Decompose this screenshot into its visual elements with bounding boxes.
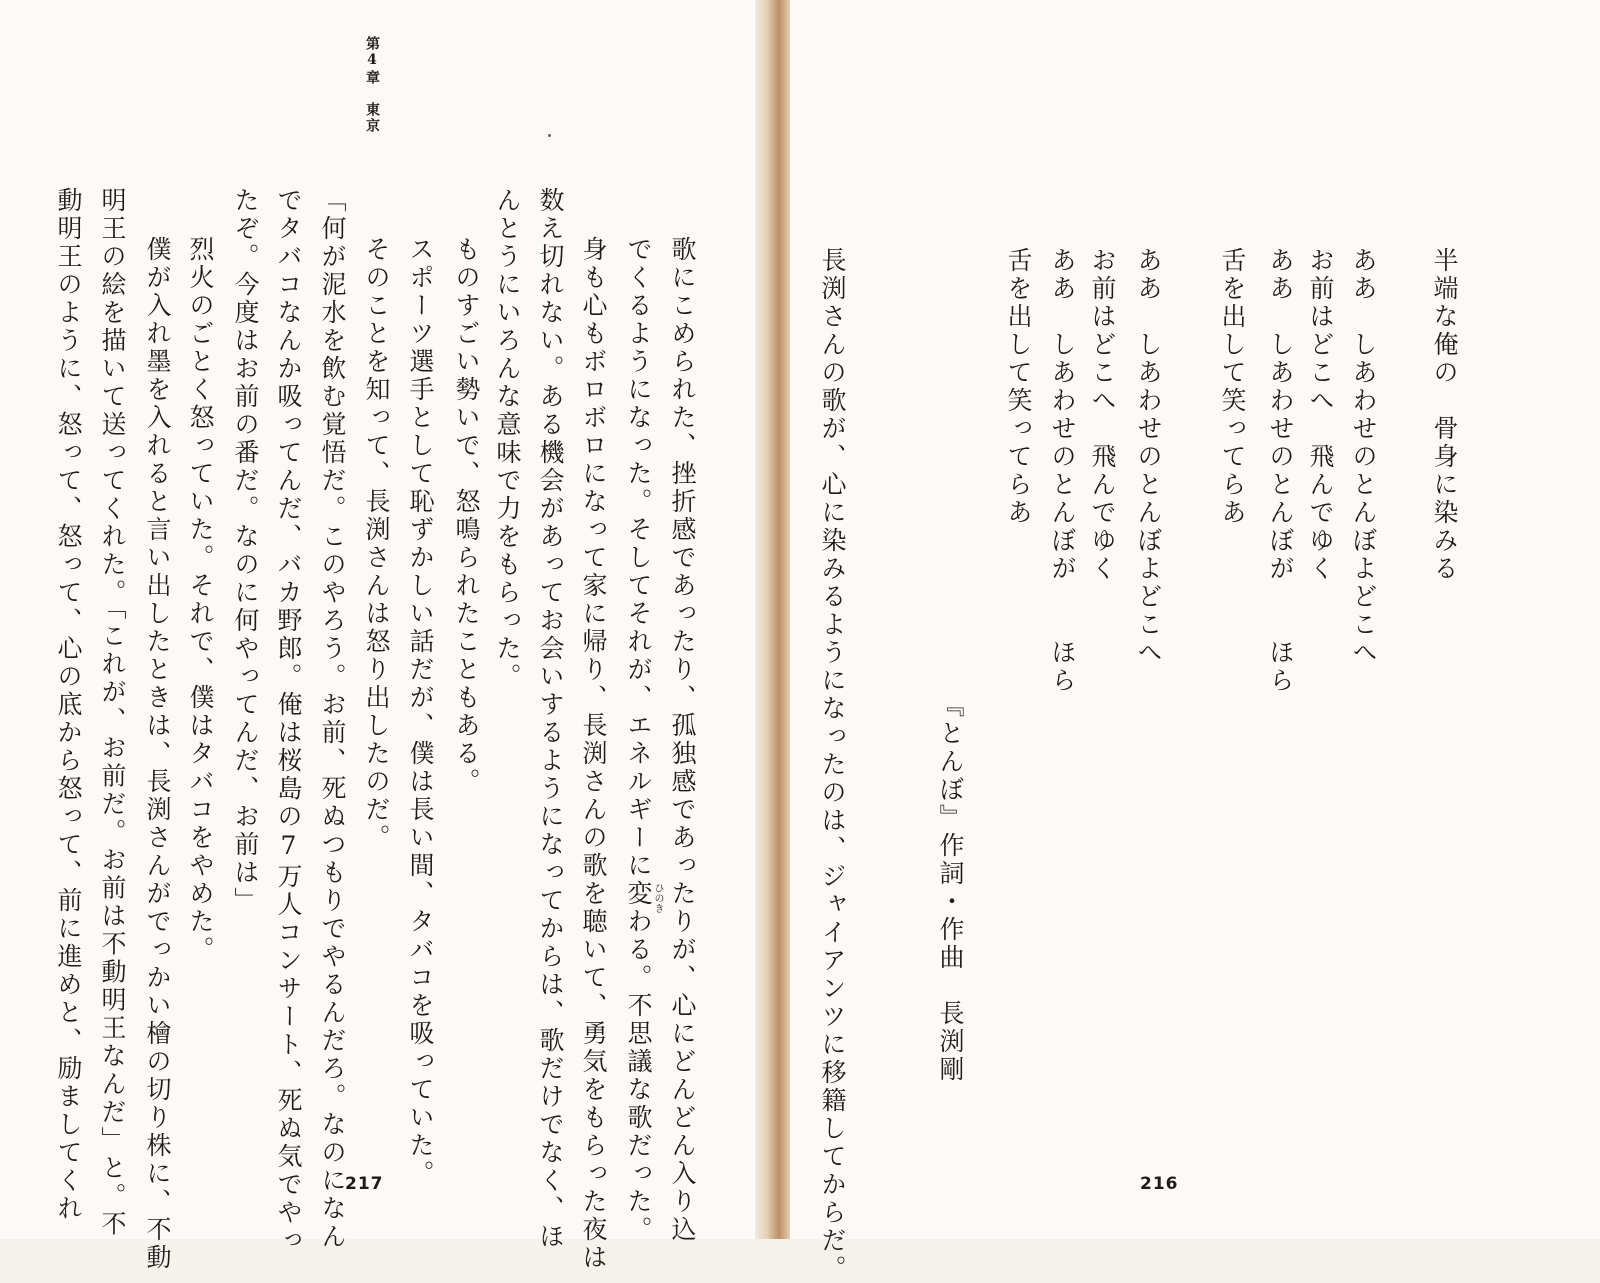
text-column: たぞ。今度はお前の番だ。なのに何やってんだ、お前は」 xyxy=(231,187,260,915)
lyric-line: ああ しあわせのとんぼよどこへ xyxy=(1349,247,1378,667)
text-column: でタバコなんか吸ってんだ、バカ野郎。俺は桜島の7万人コンサート、死ぬ気でやっ xyxy=(274,187,303,1255)
text-column: でくるようになった。そしてそれが、エネルギーに変わる。不思議な歌だった。 xyxy=(624,236,653,1244)
ruby-hinoki: ひのき xyxy=(652,883,663,913)
text-column: 動明王のように、怒って、怒って、心の底から怒って、前に進めと、励ましてくれ xyxy=(54,187,83,1223)
text-column: ものすごい勢いで、怒鳴られたこともある。 xyxy=(452,236,481,796)
text-column: 明王の絵を描いて送ってくれた。「これが、お前だ。お前は不動明王なんだ」と。不 xyxy=(98,187,127,1239)
body-paragraph: 長渕さんの歌が、心に染みるようになったのは、ジャイアンツに移籍してからだ。 xyxy=(818,247,847,1283)
text-column: 歌にこめられた、挫折感であったり、孤独感であったりが、心にどんどん入り込 xyxy=(668,236,697,1244)
lyric-line: 舌を出して笑ってらあ xyxy=(1004,247,1033,527)
text-column: 僕が入れ墨を入れると言い出したときは、長渕さんがでっかい檜の切り株に、不動 xyxy=(143,236,172,1272)
text-column: 「何が泥水を飲む覚悟だ。このやろう。お前、死ぬつもりでやるんだろ。なのになん xyxy=(318,187,347,1251)
song-credit: 『とんぼ』作詞・作曲 長渕剛 xyxy=(936,692,965,1084)
running-head: 第4章 東京 xyxy=(364,36,380,134)
text-column: 身も心もボロボロになって家に帰り、長渕さんの歌を聴いて、勇気をもらった夜は xyxy=(579,236,608,1272)
lyric-line: お前はどこへ 飛んでゆく xyxy=(1088,247,1117,583)
lyric-line: ああ しあわせのとんぼが ほら xyxy=(1266,247,1295,695)
scan-speck xyxy=(548,134,551,137)
lyric-line: ああ しあわせのとんぼよどこへ xyxy=(1134,247,1163,667)
lyric-line: 半端な俺の 骨身に染みる xyxy=(1430,247,1459,583)
lyric-line: 舌を出して笑ってらあ xyxy=(1218,247,1247,527)
lyric-line: お前はどこへ 飛んでゆく xyxy=(1306,247,1335,583)
page-number-left: 217 xyxy=(345,1174,384,1194)
lyric-line: ああ しあわせのとんぼが ほら xyxy=(1048,247,1077,695)
text-column: 数え切れない。ある機会があってお会いするようになってからは、歌だけでなく、ほ xyxy=(536,187,565,1251)
text-column: スポーツ選手として恥ずかしい話だが、僕は長い間、タバコを吸っていた。 xyxy=(406,236,435,1188)
left-page xyxy=(0,0,770,1272)
right-page xyxy=(790,0,1600,1283)
text-column: 烈火のごとく怒っていた。それで、僕はタバコをやめた。 xyxy=(186,236,215,964)
text-column: んとうにいろんな意味で力をもらった。 xyxy=(493,187,522,691)
page-number-right: 216 xyxy=(1140,1174,1179,1194)
text-column: そのことを知って、長渕さんは怒り出したのだ。 xyxy=(362,236,391,852)
